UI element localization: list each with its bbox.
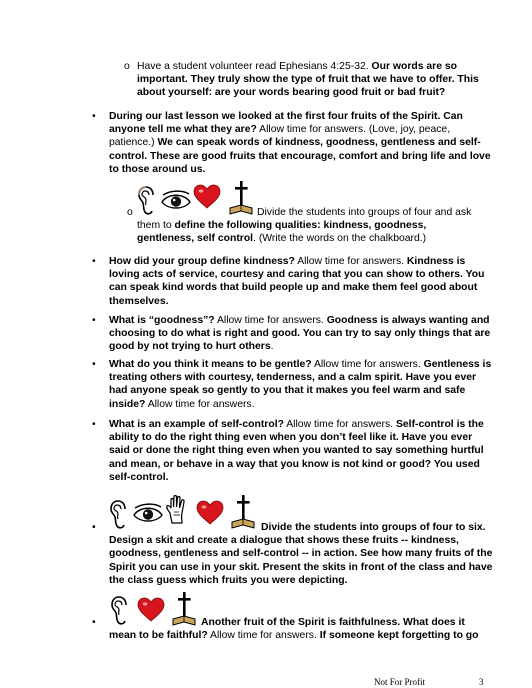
text-run-bold: Kindness is loving acts of service, courtesy and caring that you can show to others. You can speak kind words that build people up and make them feel good about themselves. (109, 256, 485, 307)
text-run-bold: Gentleness is treating others with courtesy, tenderness, and a calm spirit. Have you ever had anyone speak so gently to you that it makes you feel warm and safe inside? (109, 359, 492, 410)
text-run-bold: define the following qualities: kindness, goodness, gentleness, self control (137, 220, 427, 245)
text-run: Allow time for answers. (214, 315, 327, 326)
paragraph-ephesians (137, 60, 491, 100)
text-run: Allow time for answers. (207, 630, 320, 642)
text-run-bold: What is “goodness”? (109, 315, 215, 326)
text-run-bold: Goodness is always wanting and choosing to do what is right and good. You can try to say only things that are good by not trying to hurt others (109, 315, 491, 353)
text-run-bold: What do you think it means to be gentle? (109, 359, 312, 370)
bullet-marker: • (92, 256, 96, 267)
text-run: Divide the students into groups of four and ask them to (137, 207, 472, 232)
bullet-marker: • (92, 315, 96, 326)
text-run-bold: Divide the students into groups of four to six. Design a skit and create a dialogue that shows these fruits -- kindness, goodness, gentleness and self-control -- in action. See how many fruits of the Spirit you can use in your skit. Present the skits in front of the class and have the class guess which fruits you were depicting. (109, 522, 493, 586)
page-number: 3 (479, 677, 484, 687)
text-run-bold: Self-control is the ability to do the right thing even when you don’t feel like it. Have you ever said or done the right thing even when you wanted to say something hurtful and mean, or behave in a way that you know is not kind or good? You used self-control. (109, 419, 484, 483)
text-run: Allow time for answers. (311, 359, 424, 370)
paragraph-self-control (109, 418, 493, 484)
text-run-bold: If someone kept forgetting to go (319, 630, 479, 642)
paragraph-gentle (109, 358, 493, 411)
bullet-marker: • (92, 522, 96, 533)
bullet-marker: • (92, 111, 96, 122)
text-run-bold: During our last lesson we looked at the first four fruits of the Spirit. Can anyone tell me what they are? (109, 111, 463, 136)
text-run-bold: Another fruit of the Spirit is faithfulness. What does it mean to be faithful? (109, 617, 465, 642)
bullet-marker: • (92, 617, 96, 628)
bullet-marker: • (92, 419, 96, 430)
text-run: . (Write the words on the chalkboard.) (253, 233, 427, 245)
paragraph-kindness (109, 255, 493, 308)
paragraph-faithfulness (109, 616, 493, 642)
text-run-bold: What is an example of self-control? (109, 419, 284, 430)
paragraph-divide-groups (137, 206, 482, 246)
sub-bullet-marker: o (127, 207, 133, 218)
text-run: Allow time for answers. (Love, joy, peace, patience.) (109, 124, 451, 149)
paragraph-goodness (109, 314, 493, 354)
text-run: Allow time for answers. (283, 419, 396, 430)
hand-icon (165, 494, 189, 524)
sub-bullet-marker: o (124, 61, 130, 72)
paragraph-skit (109, 521, 493, 587)
bullet-marker: • (92, 359, 96, 370)
paragraph-last-lesson (109, 110, 491, 176)
text-run-bold: We can speak words of kindness, goodness, gentleness and self-control. These are good fruits that encourage, comfort and bring life and love to those around us. (109, 137, 491, 175)
text-run-bold: Our words are so important. They truly show the type of fruit that we have to offer. This about yourself: are your words bearing good fruit or bad fruit? (137, 61, 479, 99)
text-run: Allow time for answers. (145, 398, 255, 410)
footer-text: Not For Profit (374, 677, 426, 687)
text-run: Have a student volunteer read Ephesians 4:25-32. (137, 61, 372, 72)
text-run-bold: How did your group define kindness? (109, 256, 295, 267)
text-run: . (270, 341, 274, 353)
text-run: Allow time for answers. (294, 256, 407, 267)
